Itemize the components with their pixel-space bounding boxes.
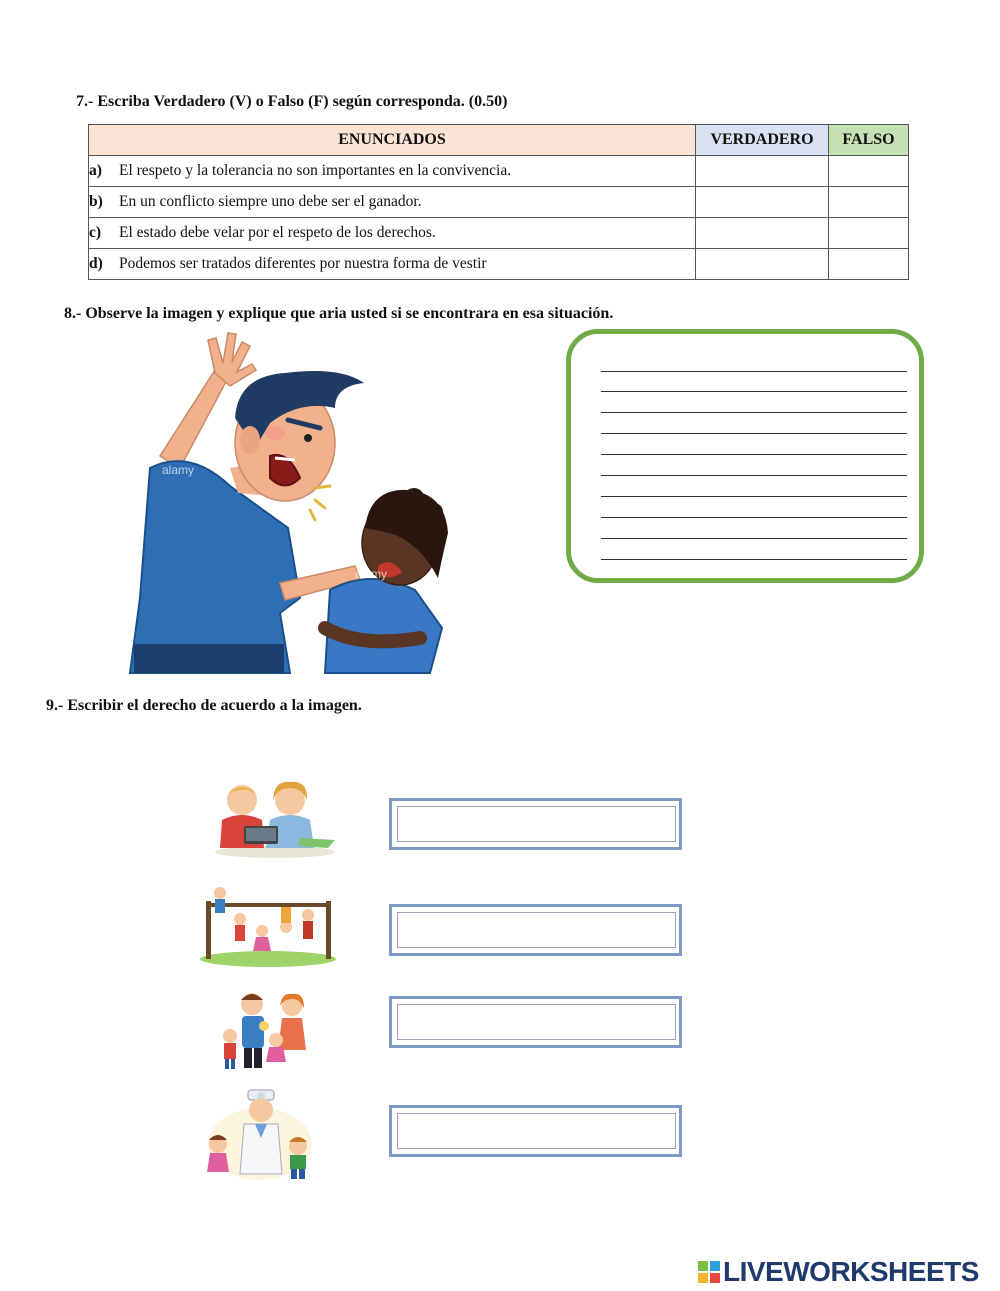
table-row <box>89 218 909 249</box>
statement-cell <box>89 249 696 280</box>
true-false-table <box>88 124 909 280</box>
true-answer-cell[interactable] <box>696 249 829 280</box>
row-text: El estado debe velar por el respeto de los derechos. <box>119 224 436 241</box>
right-answer-input-2[interactable] <box>397 912 676 948</box>
answer-line[interactable] <box>601 538 907 539</box>
row-text: Podemos ser tratados diferentes por nuestra forma de vestir <box>119 255 487 272</box>
answer-field-frame <box>389 1105 682 1157</box>
children-reading-image <box>210 778 340 860</box>
header-true: VERDADERO <box>696 125 829 156</box>
true-answer-cell[interactable] <box>696 218 829 249</box>
header-statements: ENUNCIADOS <box>89 125 696 156</box>
family-image <box>218 990 318 1072</box>
row-letter: c) <box>89 224 102 241</box>
answer-line[interactable] <box>601 371 907 372</box>
conflict-illustration <box>120 328 450 678</box>
answer-line[interactable] <box>601 412 907 413</box>
right-answer-input-3[interactable] <box>397 1004 676 1040</box>
row-letter: d) <box>89 255 103 272</box>
right-answer-input-4[interactable] <box>397 1113 676 1149</box>
table-row <box>89 187 909 218</box>
header-false: FALSO <box>829 125 909 156</box>
q7-title: 7.- Escriba Verdadero (V) o Falso (F) según corresponda. (0.50) <box>76 93 508 110</box>
table-header-row <box>89 125 909 156</box>
answer-field-frame <box>389 904 682 956</box>
false-answer-cell[interactable] <box>829 187 909 218</box>
liveworksheets-logo-icon <box>698 1261 720 1283</box>
false-answer-cell[interactable] <box>829 218 909 249</box>
row-text: El respeto y la tolerancia no son importantes en la convivencia. <box>119 162 512 179</box>
doctor-children-image <box>200 1088 320 1184</box>
answer-line[interactable] <box>601 517 907 518</box>
row-text: En un conflicto siempre uno debe ser el ganador. <box>119 193 422 210</box>
answer-line[interactable] <box>601 475 907 476</box>
false-answer-cell[interactable] <box>829 156 909 187</box>
statement-cell <box>89 218 696 249</box>
statement-cell <box>89 156 696 187</box>
row-letter: b) <box>89 193 103 210</box>
children-playground-image <box>198 883 338 968</box>
answer-box[interactable] <box>566 329 924 583</box>
answer-line[interactable] <box>601 496 907 497</box>
statement-cell <box>89 187 696 218</box>
row-letter: a) <box>89 162 102 179</box>
answer-line[interactable] <box>601 433 907 434</box>
true-answer-cell[interactable] <box>696 187 829 218</box>
answer-line[interactable] <box>601 559 907 560</box>
table-row <box>89 249 909 280</box>
q8-title: 8.- Observe la imagen y explique que aria usted si se encontrara en esa situación. <box>64 305 614 322</box>
false-answer-cell[interactable] <box>829 249 909 280</box>
answer-line[interactable] <box>601 454 907 455</box>
brand-text: LIVEWORKSHEETS <box>723 1256 979 1287</box>
answer-field-frame <box>389 798 682 850</box>
answer-line[interactable] <box>601 391 907 392</box>
watermark-text: alamy <box>355 567 388 581</box>
liveworksheets-logo <box>698 1256 979 1288</box>
right-answer-input-1[interactable] <box>397 806 676 842</box>
true-answer-cell[interactable] <box>696 156 829 187</box>
q9-title: 9.- Escribir el derecho de acuerdo a la imagen. <box>46 697 362 714</box>
answer-field-frame <box>389 996 682 1048</box>
watermark-text: alamy <box>162 463 195 477</box>
table-row <box>89 156 909 187</box>
